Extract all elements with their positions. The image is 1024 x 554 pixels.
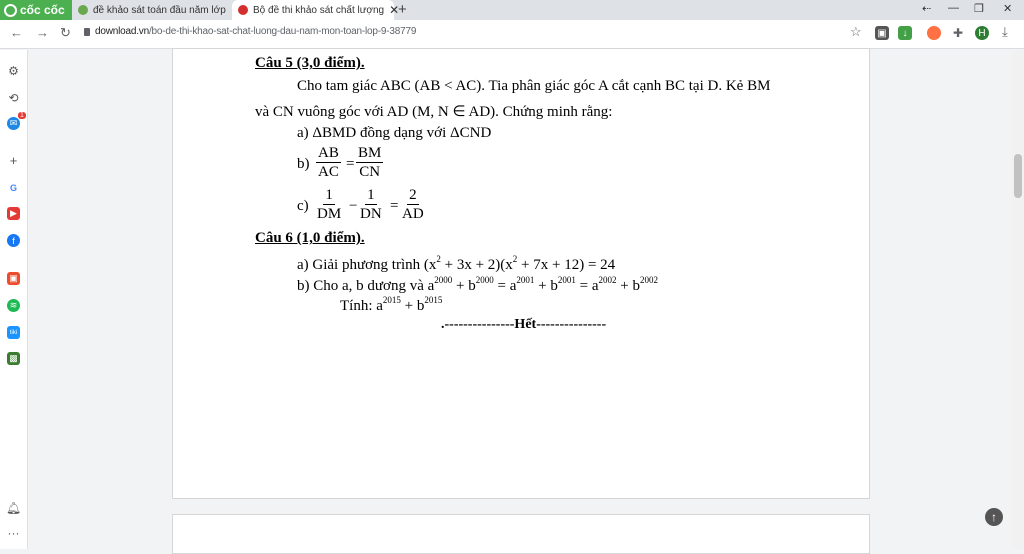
tab-title: Bộ đề thi khảo sát chất lượng [253,4,385,16]
q6a-exp-2: 2 [512,254,518,264]
q6b-term: = a [493,278,517,294]
page-scrollbar[interactable] [1012,50,1024,549]
chrome-extension-icon[interactable] [927,26,941,40]
messenger-icon[interactable]: ✉ [7,117,20,130]
q6b-prefix: b) Cho a, b dương và a [297,278,435,294]
next-document-page [172,514,870,554]
settings-gear-icon[interactable]: ⚙ [8,63,19,78]
downloads-icon[interactable]: ⤓ [1002,24,1008,39]
fraction-denominator: AC [318,164,339,180]
minimize-icon[interactable]: — [948,2,959,14]
forward-icon[interactable]: → [36,25,49,40]
url-host: download.vn [95,26,149,37]
notification-badge: 1 [20,112,24,119]
add-sidebar-icon[interactable]: + [9,153,18,168]
q5-line1: Cho tam giác ABC (AB < AC). Tia phân giác góc A cắt cạnh BC tại D. Kẻ BM [297,78,771,94]
brand-label: cốc cốc [20,3,65,17]
game-icon[interactable]: ▩ [7,352,20,365]
fraction-numerator: 1 [325,187,333,203]
facebook-icon[interactable]: f [7,234,20,247]
fraction-numerator: 1 [367,187,375,203]
address-bar[interactable] [95,26,416,37]
fraction-2-ad [402,187,424,224]
scrollbar-thumb[interactable] [1014,154,1022,198]
tab-search-icon[interactable]: ⇠ [922,3,932,15]
q6b-exp: 2000 [475,275,494,285]
tinh-prefix: Tính: a [340,298,383,314]
fraction-denominator: DM [317,206,342,222]
tiki-icon[interactable]: tiki [7,326,20,339]
end-marker: .---------------Hết--------------- [441,317,607,332]
download-icon[interactable]: ↓ [898,26,912,40]
minus-sign: − [349,198,358,214]
q6a-prefix: a) Giải phương trình [297,257,421,273]
q5-part-b-label: b) [297,156,310,172]
q6b-exp: 2001 [516,275,535,285]
download-vn-favicon-icon [238,5,248,15]
q6b-term: + b [616,278,640,294]
more-icon[interactable]: ··· [7,525,20,540]
q5-part-c-label: c) [297,198,309,214]
fraction-numerator: AB [318,145,339,161]
fraction-1-dm [317,187,341,224]
tinh-mid: + b [400,298,425,314]
fraction-ab-ac [316,145,341,182]
q5-part-a: a) ΔBMD đồng dạng với ΔCND [297,125,492,141]
equals-sign: = [390,198,399,214]
coccoc-favicon-icon [78,5,88,15]
q6b-exp: 2002 [598,275,617,285]
fraction-numerator: 2 [409,187,417,203]
equals-sign: = [346,156,355,172]
coccoc-menu-button[interactable] [0,0,72,20]
coccoc-logo-icon [4,4,17,17]
close-window-icon[interactable]: ✕ [1003,3,1013,15]
puzzle-extensions-icon[interactable]: ✚ [952,26,964,40]
back-icon[interactable]: ← [10,25,23,40]
q5-heading: Câu 5 (3,0 điểm). [255,55,365,71]
maximize-icon[interactable]: ❐ [974,3,984,15]
q6b-exp: 2000 [434,275,453,285]
q6-part-a [297,254,615,274]
left-sidebar [0,50,28,549]
q6a-exp-1: 2 [436,254,441,264]
profile-avatar[interactable]: H [975,26,989,40]
spotify-icon[interactable]: ≋ [7,299,20,312]
q6b-exp: 2001 [557,275,576,285]
notification-bell-icon[interactable]: 🔔︎ [5,500,22,515]
tab-strip [0,0,1024,20]
fraction-1-dn [360,187,382,224]
lock-icon [84,28,90,36]
q6b-term: + b [452,278,476,294]
tab-bo-de-thi[interactable] [232,0,400,20]
q6b-term: + b [534,278,558,294]
tinh-exp: 2015 [424,295,443,305]
new-tab-button[interactable]: + [398,1,407,18]
history-icon[interactable]: ⟲ [8,90,19,105]
fraction-bm-cn [356,145,383,182]
q6a-eq-1: (x [423,257,437,273]
q6b-term: = a [575,278,599,294]
close-tab-icon[interactable]: ✕ [389,3,400,17]
tab-de-khao-sat[interactable] [72,0,232,20]
fraction-denominator: CN [359,164,381,180]
fraction-numerator: BM [358,145,382,161]
address-toolbar [0,20,1024,49]
q6-tinh [340,295,442,315]
exam-document-page [172,48,870,499]
extension-icon[interactable]: ▣ [875,26,889,40]
q6-part-b [297,275,658,295]
q6a-eq-2: + 3x + 2)(x [440,257,513,273]
q5-line2: và CN vuông góc với AD (M, N ∈ AD). Chứng minh rằng: [255,104,613,120]
fraction-denominator: DN [360,206,382,222]
scroll-to-top-button[interactable]: ↑ [985,508,1003,526]
tab-title: đề khảo sát toán đầu năm lớp [93,4,226,16]
shopee-icon[interactable]: ▣ [7,272,20,285]
reload-icon[interactable]: ↻ [60,25,71,40]
q6b-exp: 2002 [639,275,658,285]
google-icon[interactable]: G [9,182,17,193]
q6-heading: Câu 6 (1,0 điểm). [255,230,365,246]
q6a-eq-3: + 7x + 12) = 24 [517,257,616,273]
bookmark-star-icon[interactable]: ☆ [850,24,862,39]
youtube-icon[interactable]: ▶ [7,207,20,220]
tinh-exp: 2015 [382,295,401,305]
url-path: /bo-de-thi-khao-sat-chat-luong-dau-nam-mon-toan-lop-9-38779 [148,26,417,37]
fraction-denominator: AD [402,206,424,222]
page-viewport [29,50,1024,549]
